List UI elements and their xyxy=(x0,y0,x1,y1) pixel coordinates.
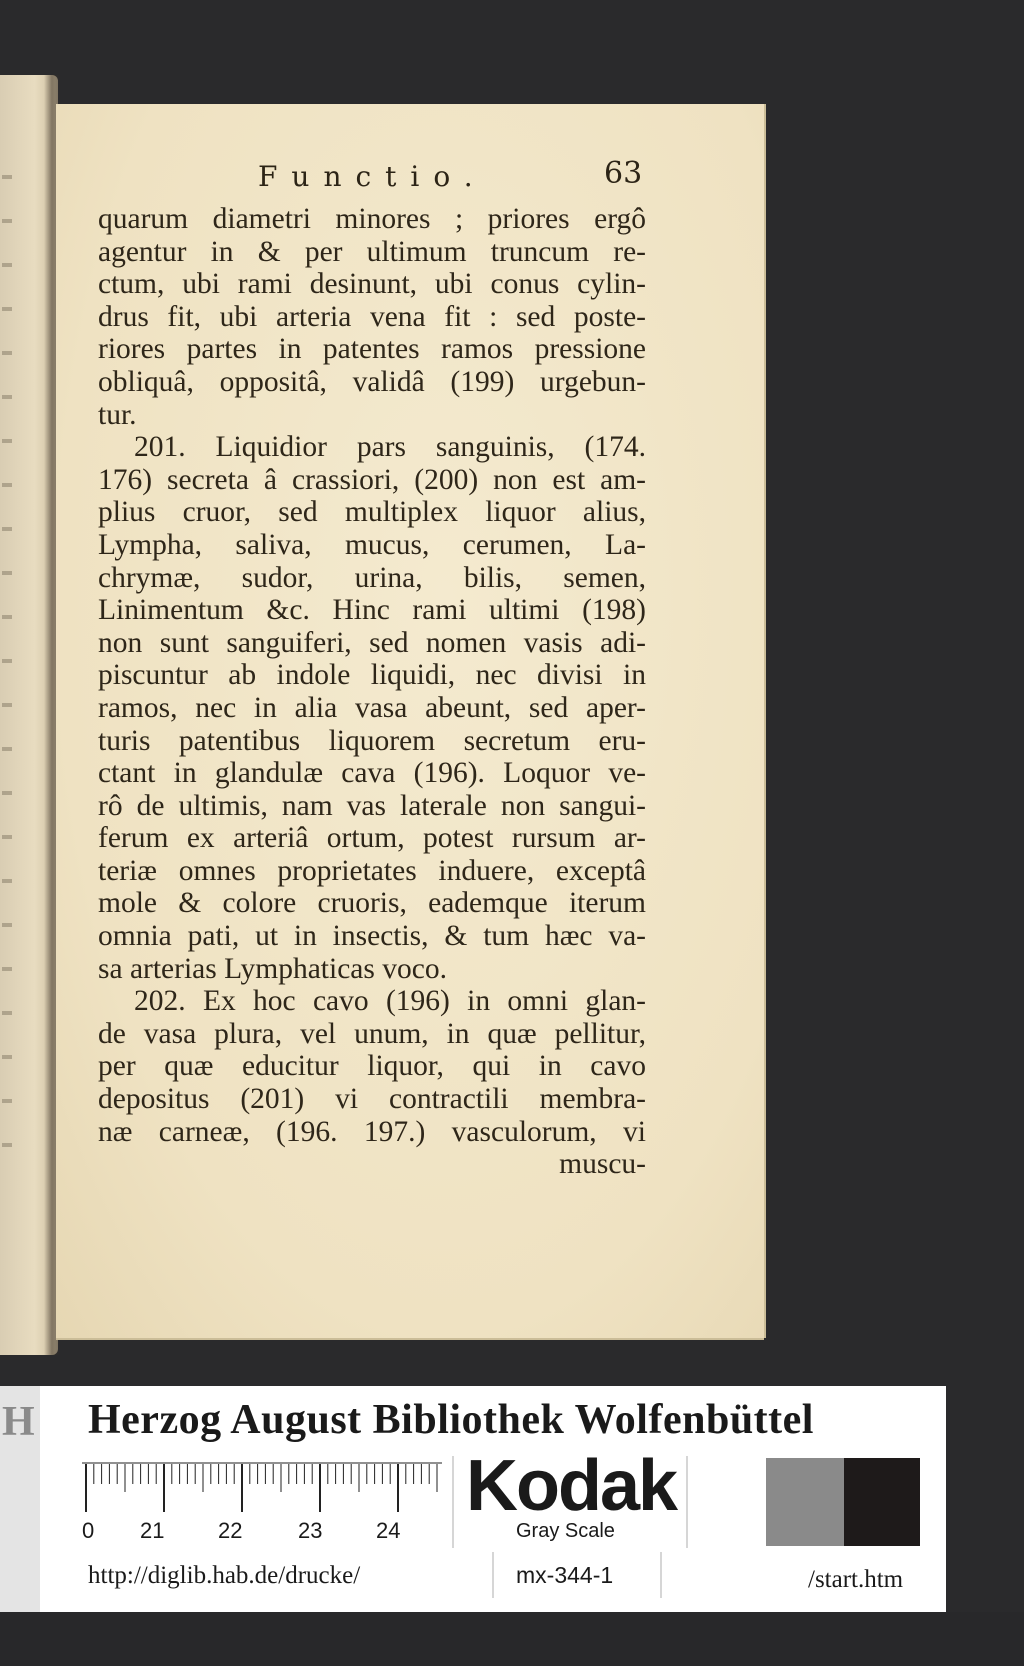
text-line: riores partes in patentes ramos pressione xyxy=(98,333,646,366)
text-line: chrymæ, sudor, urina, bilis, semen, xyxy=(98,561,646,594)
text-line: de vasa plura, vel unum, in quæ pellitur, xyxy=(98,1017,646,1050)
strip-divider xyxy=(686,1456,688,1548)
text-line: teriæ omnes proprietates induere, exceptâ xyxy=(98,854,646,887)
ruler-label: 21 xyxy=(140,1518,165,1543)
text-line: ramos, nec in alia vasa abeunt, sed aper- xyxy=(98,691,646,724)
page-number: 63 xyxy=(604,156,643,191)
text-line: obliquâ, oppositâ, validâ (199) urgebun- xyxy=(98,365,646,398)
text-line: agentur in & per ultimum truncum re- xyxy=(98,235,646,268)
text-line: Lympha, saliva, mucus, cerumen, La- xyxy=(98,528,646,561)
strip-divider xyxy=(660,1552,662,1598)
ruler-label: 23 xyxy=(298,1518,323,1543)
text-line: rô de ultimis, nam vas laterale non sangui- xyxy=(98,789,646,822)
text-line: muscu- xyxy=(559,1148,646,1181)
text-line: 201. Liquidior pars sanguinis, (174. xyxy=(134,431,646,464)
running-head: Functio. xyxy=(258,160,487,193)
facing-page-text-marks xyxy=(2,135,12,1185)
text-line: ferum ex arteriâ ortum, potest rursum ar- xyxy=(98,822,646,855)
cropped-strip-letter: H xyxy=(2,1399,35,1445)
url-mid: mx-344-1 xyxy=(516,1562,614,1588)
text-line: plius cruor, sed multiplex liquor alius, xyxy=(98,496,646,529)
gray-patch-dark xyxy=(844,1458,920,1546)
ruler-labels xyxy=(78,1518,458,1548)
kodak-logo: Kodak xyxy=(466,1446,677,1526)
text-line: drus fit, ubi arteria vena fit : sed poste- xyxy=(98,300,646,333)
scan-background xyxy=(0,1612,1024,1666)
ruler-label: 24 xyxy=(376,1518,401,1543)
text-line: sa arterias Lymphaticas voco. xyxy=(98,952,447,985)
text-line: 176) secreta â crassiori, (200) non est am- xyxy=(98,463,646,496)
text-line: omnia pati, ut in insectis, & tum hæc va- xyxy=(98,920,646,953)
gray-scale-label: Gray Scale xyxy=(516,1520,615,1542)
ruler-label: 22 xyxy=(218,1518,243,1543)
ruler-label: 0 xyxy=(82,1518,95,1543)
url-left: http://diglib.hab.de/drucke/ xyxy=(88,1562,361,1589)
text-line: ctant in glandulæ cava (196). Loquor ve- xyxy=(98,757,646,790)
text-line: næ carneæ, (196. 197.) vasculorum, vi xyxy=(98,1115,646,1148)
text-line: turis patentibus liquorem secretum eru- xyxy=(98,724,646,757)
text-line: Linimentum &c. Hinc rami ultimi (198) xyxy=(98,594,646,627)
text-line: non sunt sanguiferi, sed nomen vasis adi- xyxy=(98,626,646,659)
gray-patch-mid xyxy=(766,1458,844,1546)
text-line: depositus (201) vi contractili membra- xyxy=(98,1083,646,1116)
url-right: /start.htm xyxy=(808,1566,904,1593)
strip-divider xyxy=(452,1456,454,1548)
text-line: tur. xyxy=(98,398,137,431)
page-text xyxy=(98,203,646,1181)
library-title: Herzog August Bibliothek Wolfenbüttel xyxy=(88,1397,814,1443)
strip-divider xyxy=(492,1552,494,1598)
text-line: per quæ educitur liquor, qui in cavo xyxy=(98,1050,646,1083)
text-line: quarum diametri minores ; priores ergô xyxy=(98,203,646,235)
text-line: piscuntur ab indole liquidi, nec divisi in xyxy=(98,659,646,692)
measurement-ruler xyxy=(82,1462,442,1514)
text-line: ctum, ubi rami desinunt, ubi conus cylin- xyxy=(98,268,646,301)
text-line: mole & colore cruoris, eademque iterum xyxy=(98,887,646,920)
text-line: 202. Ex hoc cavo (196) in omni glan- xyxy=(134,985,646,1018)
